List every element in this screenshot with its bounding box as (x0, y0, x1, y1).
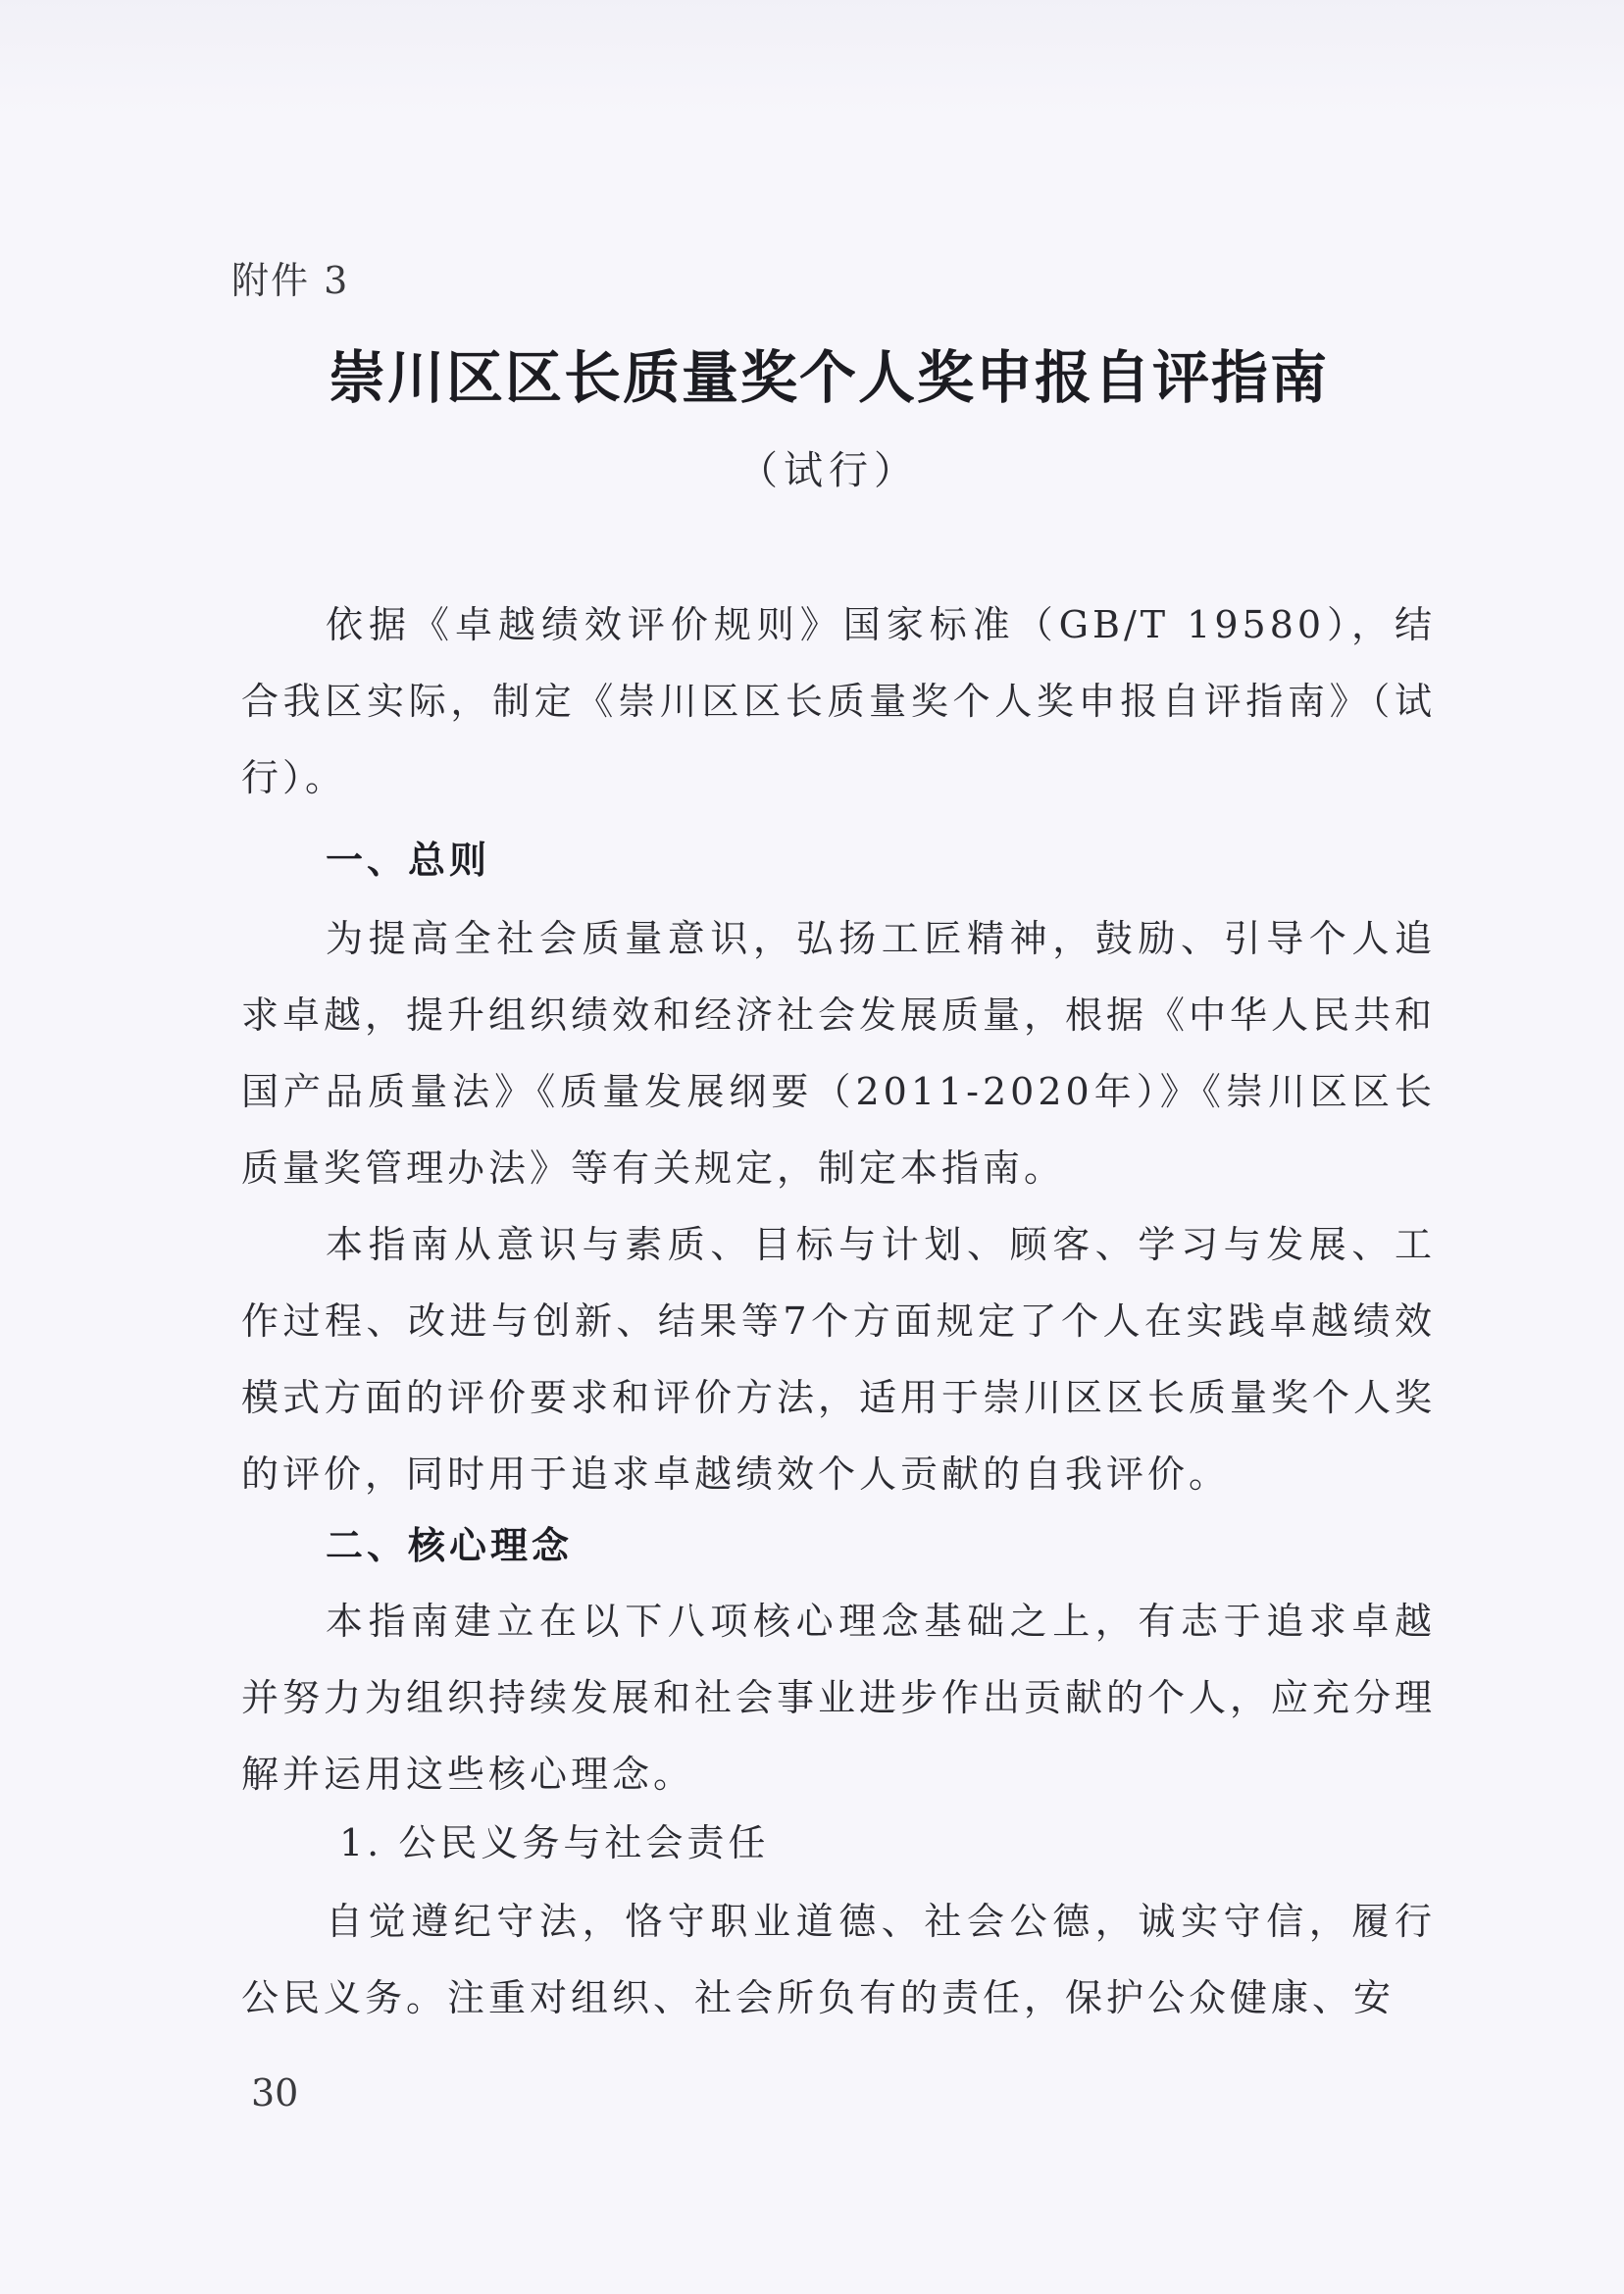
attachment-label: 附件 3 (231, 259, 350, 302)
general-paragraph-2: 本指南从意识与素质、目标与计划、顾客、学习与发展、工作过程、改进与创新、结果等7个方面规定了个人在实践卓越绩效模式方面的评价要求和评价方法，适用于崇川区区长质量奖个人奖的评价，同时用于追求卓越绩效个人贡献的自我评价。 (241, 1223, 1437, 1496)
item-heading-civic-duty: 1. 公民义务与社会责任 (339, 1821, 770, 1864)
intro-paragraph: 依据《卓越绩效评价规则》国家标准（GB/T 19580），结合我区实际，制定《崇川区区长质量奖个人奖申报自评指南》（试行）。 (241, 603, 1436, 799)
general-paragraph-1: 为提高全社会质量意识，弘扬工匠精神，鼓励、引导个人追求卓越，提升组织绩效和经济社会发展质量，根据《中华人民共和国产品质量法》《质量发展纲要（2011-2020年）》《崇川区区长质量奖管理办法》等有关规定，制定本指南。 (241, 917, 1437, 1190)
document-title: 崇川区区长质量奖个人奖申报自评指南 (328, 344, 1329, 411)
section-heading-general: 一、总则 (326, 839, 491, 882)
core-concepts-paragraph: 本指南建立在以下八项核心理念基础之上，有志于追求卓越并努力为组织持续发展和社会事业进步作出贡献的个人，应充分理解并运用这些核心理念。 (241, 1600, 1437, 1796)
section-heading-core-concepts: 二、核心理念 (326, 1524, 574, 1567)
page-number: 30 (251, 2071, 299, 2115)
document-subtitle: （试行） (738, 448, 919, 493)
civic-duty-paragraph: 自觉遵纪守法，恪守职业道德、社会公德，诚实守信，履行公民义务。注重对组织、社会所负有的责任，保护公众健康、安 (241, 1900, 1436, 2019)
